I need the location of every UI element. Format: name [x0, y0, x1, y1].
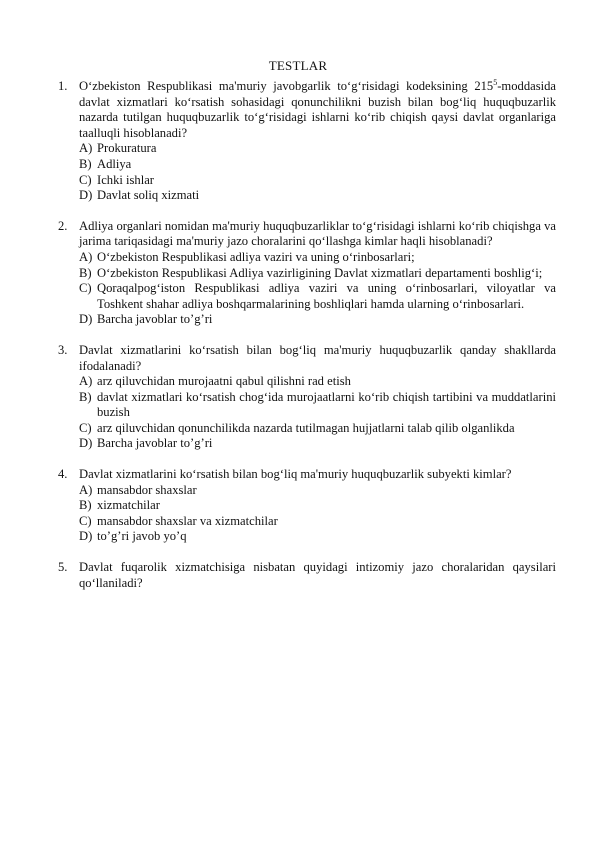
question-number: 3.: [58, 342, 68, 357]
option-letter: C): [79, 420, 92, 435]
option-letter: A): [79, 141, 93, 156]
option-c: [79, 173, 556, 189]
question-body: [79, 343, 556, 452]
option-letter: C): [79, 172, 92, 187]
option-text: mansabdor shaxslar: [97, 482, 197, 497]
option-text: Davlat soliq xizmati: [97, 188, 200, 203]
question-1: [58, 79, 556, 204]
option-text: xizmatchilar: [97, 498, 160, 513]
option-b: [79, 266, 556, 282]
question-number: 4.: [58, 467, 68, 482]
question-3: [58, 343, 556, 452]
option-text: Ichki ishlar: [97, 172, 155, 187]
option-b: [79, 390, 556, 421]
question-text: Adliya organlari nomidan ma'muriy huquqbuzarliklar to‘g‘risidagi ishlarni ko‘rib chiqishga va jarima tariqasidagi ma'muriy jazo choralarini qo‘llashga kimlar haqli hisoblanadi?: [79, 218, 556, 249]
option-letter: D): [79, 312, 93, 327]
option-a: [79, 483, 556, 499]
option-letter: C): [79, 513, 92, 528]
superscript: 5: [493, 78, 498, 87]
option-a: [79, 250, 556, 266]
option-text: to’g’ri javob yo’q: [97, 529, 187, 544]
question-5: [58, 560, 556, 591]
question-text-part: O‘zbekiston Respublikasi ma'muriy javobgarlik to‘g‘risidagi kodeksining 215: [79, 79, 494, 93]
option-text: davlat xizmatlari ko‘rsatish chog‘ida murojaatlarni ko‘rib chiqish tartibini va muddatlarini buzish: [97, 389, 556, 420]
question-2: [58, 219, 556, 328]
option-text: arz qiluvchidan qonunchilikda nazarda tutilmagan hujjatlarni talab qilib olganlikda: [97, 420, 515, 435]
option-a: [79, 374, 556, 390]
option-letter: B): [79, 498, 92, 513]
question-number: 1.: [58, 79, 68, 93]
option-letter: D): [79, 188, 93, 203]
question-body: [79, 219, 556, 328]
option-letter: D): [79, 436, 93, 451]
option-letter: A): [79, 482, 93, 497]
option-b: [79, 498, 556, 514]
option-letter: D): [79, 529, 93, 544]
option-letter: B): [79, 265, 92, 280]
question-number: 5.: [58, 560, 68, 575]
question-body: [79, 79, 556, 204]
question-text-part: -moddasida davlat xizmatlari ko‘rsatish sohasidagi qonunchilikni buzish bilan bog‘liq huquqbuzarlik nazarda tutilgan huquqbuzarlik to‘g‘risidagi ishlarni ko‘rib chiqish qaysi davlat organlariga taalluqli hisoblanadi?: [79, 79, 556, 140]
option-text: O‘zbekiston Respublikasi adliya vaziri va uning o‘rinbosarlari;: [97, 249, 415, 264]
question-text: Davlat xizmatlarini ko‘rsatish bilan bog‘liq ma'muriy huquqbuzarlik qanday shakllarda ifodalanadi?: [79, 342, 556, 373]
option-text: Barcha javoblar to’g’ri: [97, 312, 213, 327]
option-letter: B): [79, 156, 92, 171]
option-d: [79, 312, 556, 328]
option-text: Adliya: [97, 156, 132, 171]
question-body: [79, 560, 556, 591]
option-d: [79, 436, 556, 452]
option-letter: B): [79, 389, 92, 404]
option-text: Qoraqalpog‘iston Respublikasi adliya vaziri va uning o‘rinbosarlari, viloyatlar va Toshkent shahar adliya boshqarmalarining boshliqlari hamda ularning o‘rinbosarlari.: [97, 281, 556, 311]
option-c: [79, 281, 556, 312]
question-4: [58, 467, 556, 545]
question-number: 2.: [58, 218, 68, 233]
page-title: TESTLAR: [268, 58, 328, 73]
option-d: [79, 529, 556, 545]
question-text: [79, 79, 556, 141]
option-c: [79, 514, 556, 530]
option-c: [79, 421, 556, 437]
option-text: Prokuratura: [97, 141, 157, 156]
option-letter: A): [79, 374, 93, 389]
option-text: arz qiluvchidan murojaatni qabul qilishni rad etish: [97, 374, 351, 389]
option-text: mansabdor shaxslar va xizmatchilar: [97, 513, 278, 528]
option-text: Barcha javoblar to’g’ri: [97, 436, 213, 451]
question-body: [79, 467, 556, 545]
question-text: Davlat fuqarolik xizmatchisiga nisbatan quyidagi intizomiy jazo choralaridan qaysilari qo‘llaniladi?: [79, 560, 556, 590]
option-text: O‘zbekiston Respublikasi Adliya vazirligining Davlat xizmatlari departamenti boshlig‘i;: [97, 265, 543, 280]
question-text: Davlat xizmatlarini ko‘rsatish bilan bog‘liq ma'muriy huquqbuzarlik subyekti kimlar?: [79, 467, 512, 482]
option-d: [79, 188, 556, 204]
question-list: [58, 79, 556, 606]
option-letter: A): [79, 249, 93, 264]
option-letter: C): [79, 281, 92, 296]
option-b: [79, 157, 556, 173]
option-a: [79, 141, 556, 157]
